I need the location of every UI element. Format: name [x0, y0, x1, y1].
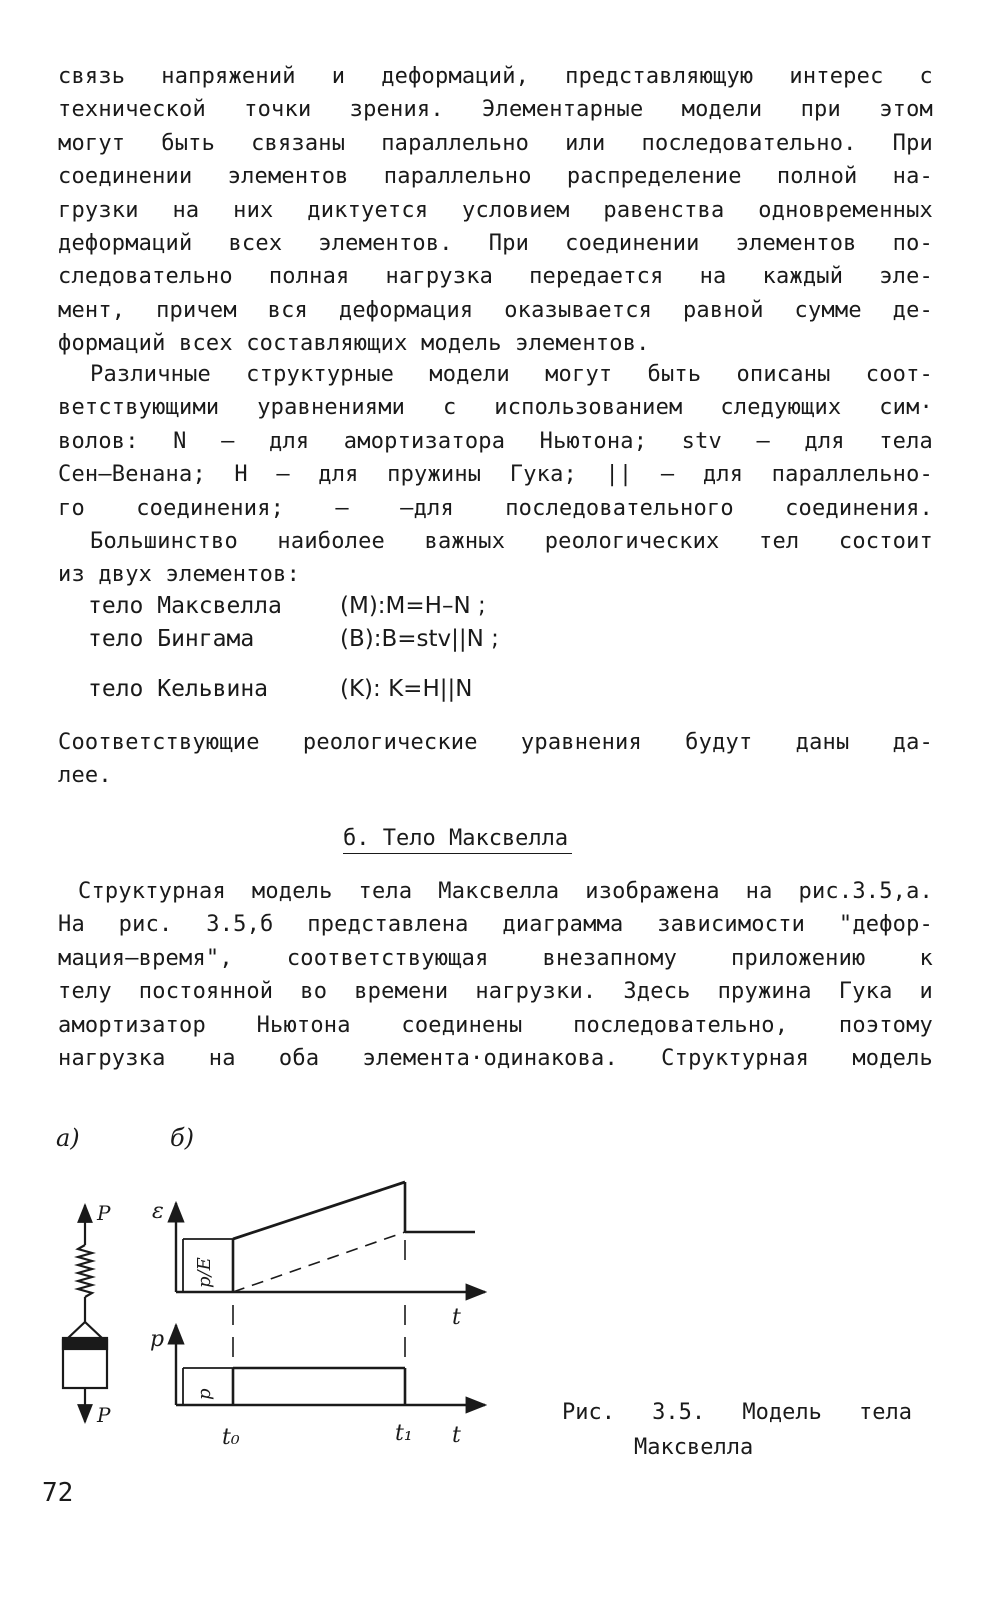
t0-tick-label: t₀ — [222, 1425, 240, 1450]
load-label-bottom: P — [97, 1403, 111, 1427]
text-line: го соединения; — –для последовательного соединения. — [58, 495, 933, 521]
load-label-top: P — [97, 1201, 111, 1225]
text-line: На рис. 3.5,б представлена диаграмма зависимости "дефор- — [58, 912, 933, 938]
text-line: телу постоянной во времени нагрузки. Здесь пружина Гука и — [58, 979, 933, 1005]
formula-name: тело Кельвина — [88, 676, 269, 702]
formula-equation: (B):B=stv||N ; — [340, 626, 499, 652]
formula-equation: (M):M=H–N ; — [340, 593, 486, 619]
viscous-strain-dashed — [233, 1232, 405, 1292]
time-axis-label-lower: t — [452, 1423, 461, 1448]
paragraph-3 — [58, 525, 933, 592]
text-line: деформаций всех элементов. При соединении элементов по- — [58, 231, 933, 257]
text-line: Сен–Венана; Н – для пружины Гука; || – для параллельно- — [58, 462, 933, 488]
text-line: Соответствующие реологические уравнения будут даны да- — [58, 730, 933, 755]
caption-line-2: Максвелла — [634, 1435, 754, 1460]
time-axis-label-upper: t — [452, 1305, 461, 1330]
strain-growth-line — [233, 1182, 405, 1239]
caption-line-1: Рис. 3.5. Модель тела — [562, 1400, 912, 1425]
dashpot-yoke — [68, 1322, 102, 1338]
formula-name: тело Максвелла — [88, 593, 282, 619]
load-axis-label: p — [150, 1327, 165, 1352]
pe-step-label: p/E — [194, 1257, 215, 1288]
text-line: могут быть связаны параллельно или последовательно. При — [58, 130, 933, 156]
text-line: лее. — [58, 763, 112, 789]
text-line: формаций всех составляющих модель элементов. — [58, 331, 650, 357]
hooke-spring — [78, 1245, 92, 1297]
figure-label-b: б) — [170, 1124, 195, 1152]
paragraph-4 — [58, 726, 933, 793]
maxwell-model-diagram — [63, 1205, 107, 1422]
load-time-diagram — [176, 1325, 485, 1405]
figure-caption — [562, 1395, 912, 1465]
text-line: нагрузка на оба элемента·одинакова. Структурная модель — [58, 1046, 933, 1072]
text-line: мация–время", соответствующая внезапному приложению к — [58, 945, 933, 971]
text-line: технической точки зрения. Элементарные модели при этом — [58, 97, 933, 123]
text-line: Структурная модель тела Максвелла изображена на рис.3.5,а. — [78, 879, 933, 904]
text-line: следовательно полная нагрузка передается на каждый эле- — [58, 264, 933, 290]
text-line: из двух элементов: — [58, 562, 301, 588]
formula-equation: (K): K=H||N — [340, 676, 473, 702]
text-line: мент, причем вся деформация оказывается равной сумме де- — [58, 297, 933, 323]
text-line: связь напряжений и деформаций, представляющую интерес с — [58, 64, 933, 89]
text-line: ветствующими уравнениями с использованием следующих сим· — [58, 395, 933, 421]
text-line: волов: N – для амортизатора Ньютона; stv – для тела — [58, 428, 933, 454]
page-number: 72 — [42, 1478, 74, 1508]
epsilon-axis-label: ε — [152, 1199, 164, 1224]
text-line: Различные структурные модели могут быть описаны соот- — [90, 362, 933, 387]
paragraph-5 — [58, 875, 933, 1075]
text-line: амортизатор Ньютона соединены последовательно, поэтому — [58, 1012, 933, 1038]
paragraph-2 — [58, 358, 933, 525]
p-step-label: p — [194, 1388, 215, 1400]
text-line: грузки на них диктуется условием равенства одновременных — [58, 197, 933, 223]
dashpot-piston — [63, 1340, 107, 1349]
figure-label-a: а) — [56, 1124, 80, 1152]
section-title: б. Тело Максвелла — [343, 826, 572, 854]
text-line: соединении элементов параллельно распределение полной на- — [58, 164, 933, 190]
paragraph-1 — [58, 60, 933, 361]
strain-time-diagram — [176, 1182, 485, 1357]
text-line: Большинство наиболее важных реологических тел состоит — [90, 529, 933, 554]
t1-tick-label: t₁ — [395, 1421, 413, 1446]
formula-name: тело Бингама — [88, 626, 255, 652]
